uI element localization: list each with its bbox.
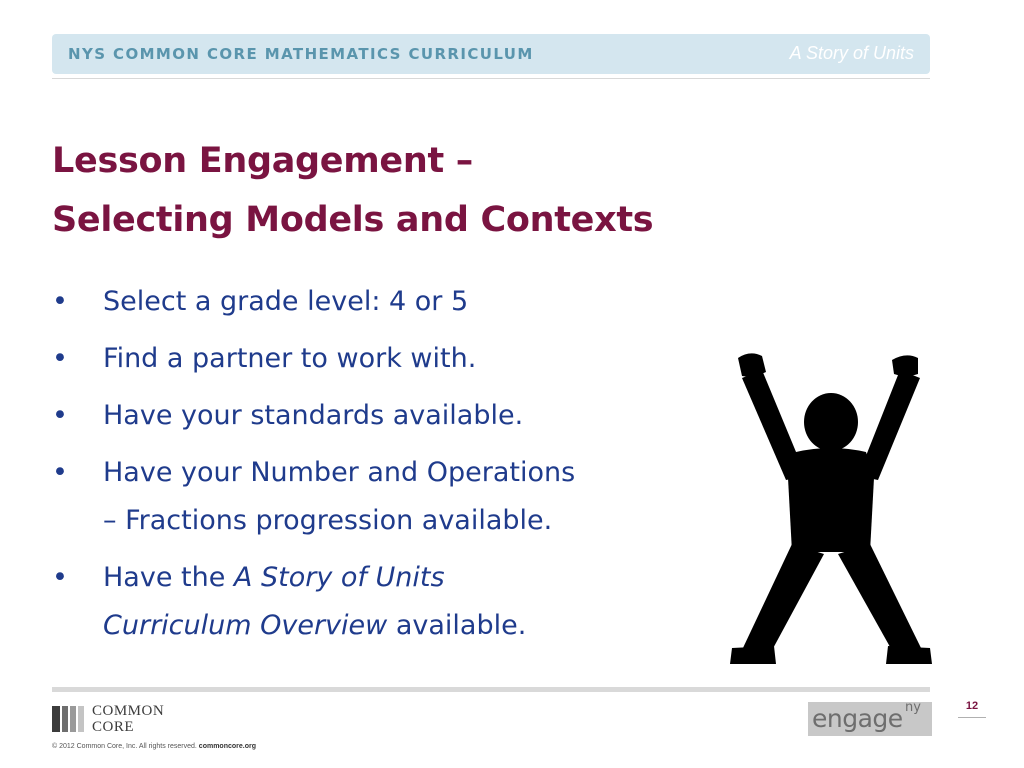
series-name: A Story of Units (789, 43, 914, 63)
bullet-text-line-2: – Fractions progression available. (103, 505, 553, 536)
common-core-bars-icon (52, 704, 86, 732)
bullet-text-line-1: Have your Number and Operations (103, 457, 576, 488)
engageny-logo (808, 702, 932, 736)
logo-wordmark (92, 703, 164, 735)
bullet-item (52, 278, 692, 326)
person-arms-raised-icon (728, 348, 934, 668)
engage-wordmark: engage (812, 704, 903, 733)
bullet-text-line-1 (103, 554, 692, 602)
header-bar (52, 34, 930, 74)
header-divider (52, 78, 930, 79)
bullet-text: Find a partner to work with. (103, 343, 477, 374)
bullet-text-suffix: available. (387, 610, 527, 641)
logo-line-2: CORE (92, 719, 135, 735)
copyright-text: © 2012 Common Core, Inc. All rights reserved. (52, 743, 197, 750)
slide-title (52, 132, 852, 250)
bullet-text: Select a grade level: 4 or 5 (103, 286, 469, 317)
website-link[interactable]: commoncore.org (198, 743, 256, 750)
bullet-marker: • (52, 286, 68, 317)
page-number: 12 (965, 700, 979, 712)
bullet-marker: • (52, 457, 68, 488)
logo-line-1: COMMON (92, 703, 165, 719)
bullet-marker: • (52, 343, 68, 374)
engage-superscript: ny (905, 700, 921, 715)
bullet-marker: • (52, 562, 68, 593)
bullet-list (52, 278, 692, 659)
bullet-item (52, 335, 692, 383)
slide-title-line-1: Lesson Engagement – (52, 141, 473, 181)
curriculum-name: NYS COMMON CORE MATHEMATICS CURRICULUM (68, 45, 534, 63)
bullet-marker: • (52, 400, 68, 431)
bullet-item (52, 449, 692, 545)
bullet-item (52, 392, 692, 440)
bullet-text: Have your standards available. (103, 400, 524, 431)
page-number-underline (958, 717, 986, 718)
bullet-text-italic: Curriculum Overview (103, 610, 388, 641)
copyright-notice (52, 743, 256, 750)
bullet-text-italic: A Story of Units (233, 562, 445, 593)
bullet-item (52, 554, 692, 650)
common-core-logo (52, 704, 188, 736)
bullet-text-prefix: Have the (103, 562, 234, 593)
bullet-text-line-2 (103, 602, 692, 650)
footer-divider (52, 687, 930, 692)
slide-title-line-2: Selecting Models and Contexts (52, 200, 654, 240)
